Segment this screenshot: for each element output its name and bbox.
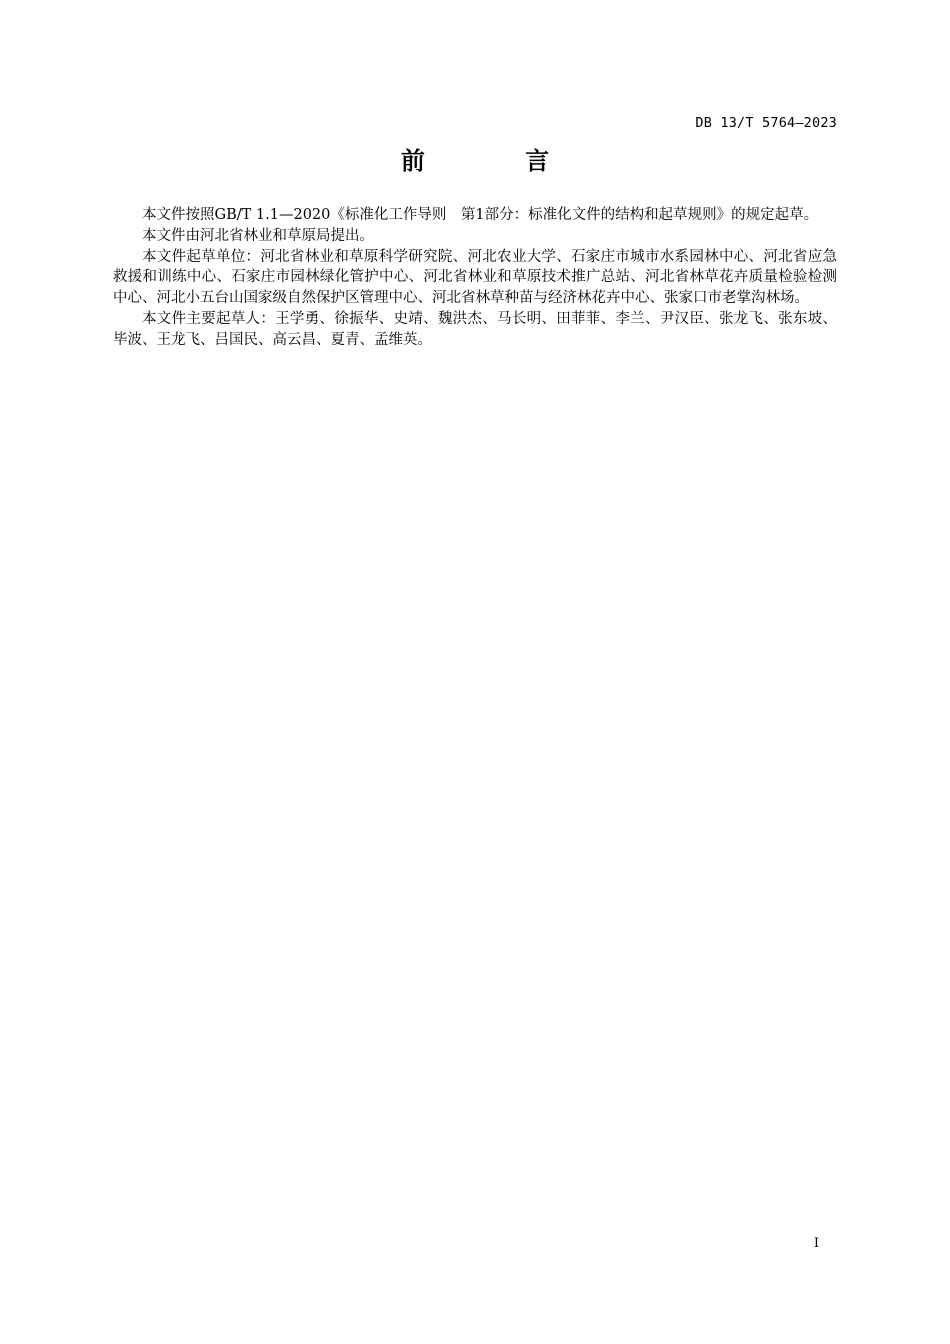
document-code: DB 13/T 5764—2023 xyxy=(695,115,837,131)
paragraph-drafting-units: 本文件起草单位：河北省林业和草原科学研究院、河北农业大学、石家庄市城市水系园林中心、河北省应急救援和训练中心、石家庄市园林绿化管护中心、河北省林业和草原技术推广总站、河北省林草花卉质量检验检测中心、河北小五台山国家级自然保护区管理中心、河北省林草种苗与经济林花卉中心、张家口市老掌沟林场。 xyxy=(113,248,837,307)
page-title: 前 言 xyxy=(400,147,596,175)
foreword-body xyxy=(113,205,837,351)
paragraph-proposer: 本文件由河北省林业和草原局提出。 xyxy=(142,227,374,244)
paragraph-main-drafters: 本文件主要起草人：王学勇、徐振华、史靖、魏洪杰、马长明、田菲菲、李兰、尹汉臣、张龙飞、张东坡、毕波、王龙飞、吕国民、高云昌、夏青、孟维英。 xyxy=(113,310,837,348)
paragraph-drafting-basis: 本文件按照GB/T 1.1—2020《标准化工作导则 第1部分：标准化文件的结构和起草规则》的规定起草。 xyxy=(142,207,819,223)
page-number: I xyxy=(813,1236,819,1251)
